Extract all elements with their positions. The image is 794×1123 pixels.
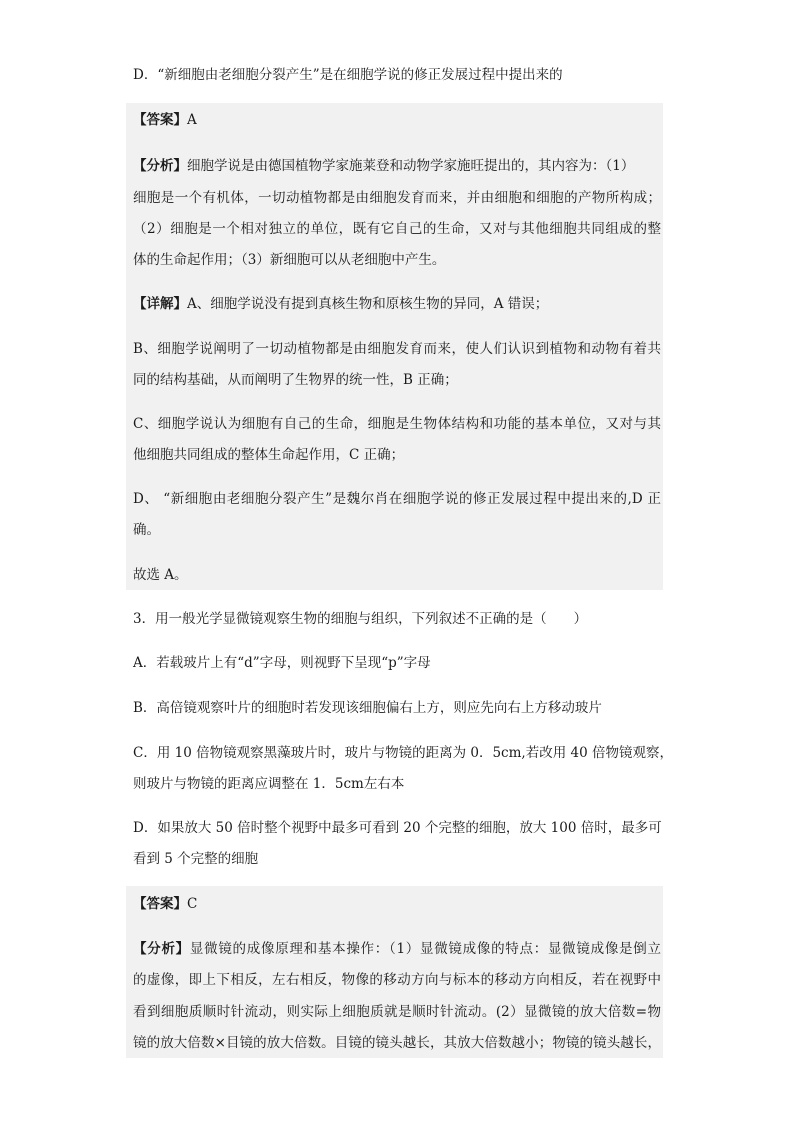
q2-conclusion: 故选 A。	[133, 567, 188, 583]
q2-detail-d-line-2: 确。	[133, 522, 160, 538]
q2-analysis-line-1	[133, 156, 634, 176]
q3-option-d-line-1: D．如果放大 50 倍时整个视野中最多可看到 20 个完整的细胞，放大 100 倍时，最多可	[133, 820, 662, 836]
q3-stem: 3．用一般光学显微镜观察生物的细胞与组织，下列叙述不正确的是（ ）	[133, 611, 588, 627]
q3-analysis-line-1	[133, 939, 661, 959]
q2-answer	[133, 110, 197, 130]
analysis-label: 【分析】	[133, 158, 187, 174]
q3-option-d-line-2: 看到 5 个完整的细胞	[133, 851, 259, 867]
q2-detail-d-line-1: D、 “新细胞由老细胞分裂产生”是魏尔肖在细胞学说的修正发展过程中提出来的,D 正	[133, 491, 661, 507]
q2-detail-c-line-1: C、细胞学说认为细胞有自己的生命，细胞是生物体结构和功能的基本单位，又对与其	[133, 416, 661, 432]
q3-option-c-line-2: 则玻片与物镜的距离应调整在 1．5cm左右本	[133, 776, 405, 792]
q2-analysis-line-2: 细胞是一个有机体，一切动植物都是由细胞发育而来，并由细胞和细胞的产物所构成；	[133, 190, 661, 206]
q2-analysis-line-3: （2）细胞是一个相对独立的单位，既有它自己的生命，又对与其他细胞共同组成的整	[133, 221, 661, 237]
q2-detail-b-line-1: B、细胞学说阐明了一切动植物都是由细胞发育而来，使人们认识到植物和动物有着共	[133, 341, 661, 357]
q2-detail-b-line-2: 同的结构基础，从而阐明了生物界的统一性，B 正确；	[133, 372, 458, 388]
analysis-label: 【分析】	[133, 941, 190, 957]
q3-answer	[133, 894, 197, 914]
q3-option-a: A．若载玻片上有“d”字母，则视野下呈现“p”字母	[133, 655, 431, 671]
answer-value: C	[187, 896, 198, 912]
q3-analysis-line-2: 的虚像，即上下相反，左右相反，物像的移动方向与标本的移动方向相反，若在视野中	[133, 972, 661, 988]
answer-label: 【答案】	[133, 112, 187, 128]
q2-detail-c-line-2: 他细胞共同组成的整体生命起作用，C 正确；	[133, 447, 405, 463]
detail-text: A、细胞学说没有提到真核生物和原核生物的异同，A 错误；	[187, 296, 549, 312]
detail-label: 【详解】	[133, 296, 187, 312]
q2-option-d: D．“新细胞由老细胞分裂产生”是在细胞学说的修正发展过程中提出来的	[133, 67, 563, 83]
analysis-text: 细胞学说是由德国植物学家施莱登和动物学家施旺提出的，其内容为：（1）	[187, 158, 635, 174]
q2-analysis-line-4: 体的生命起作用；（3）新细胞可以从老细胞中产生。	[133, 252, 446, 268]
q2-detail-a	[133, 294, 548, 314]
q3-option-c-line-1: C．用 10 倍物镜观察黑藻玻片时，玻片与物镜的距离为 0．5cm,若改用 40 倍物镜观察，	[133, 745, 673, 761]
analysis-text: 显微镜的成像原理和基本操作：（1）显微镜成像的特点：显微镜成像是倒立	[189, 941, 662, 957]
answer-label: 【答案】	[133, 896, 187, 912]
q3-analysis-line-3: 看到细胞质顺时针流动，则实际上细胞质就是顺时针流动。(2）显微镜的放大倍数=物	[133, 1004, 661, 1020]
q3-analysis-line-4: 镜的放大倍数×目镜的放大倍数。目镜的镜头越长，其放大倍数越小；物镜的镜头越长，	[133, 1035, 661, 1051]
q3-option-b: B．高倍镜观察叶片的细胞时若发现该细胞偏右上方，则应先向右上方移动玻片	[133, 700, 602, 716]
answer-value: A	[187, 112, 197, 128]
